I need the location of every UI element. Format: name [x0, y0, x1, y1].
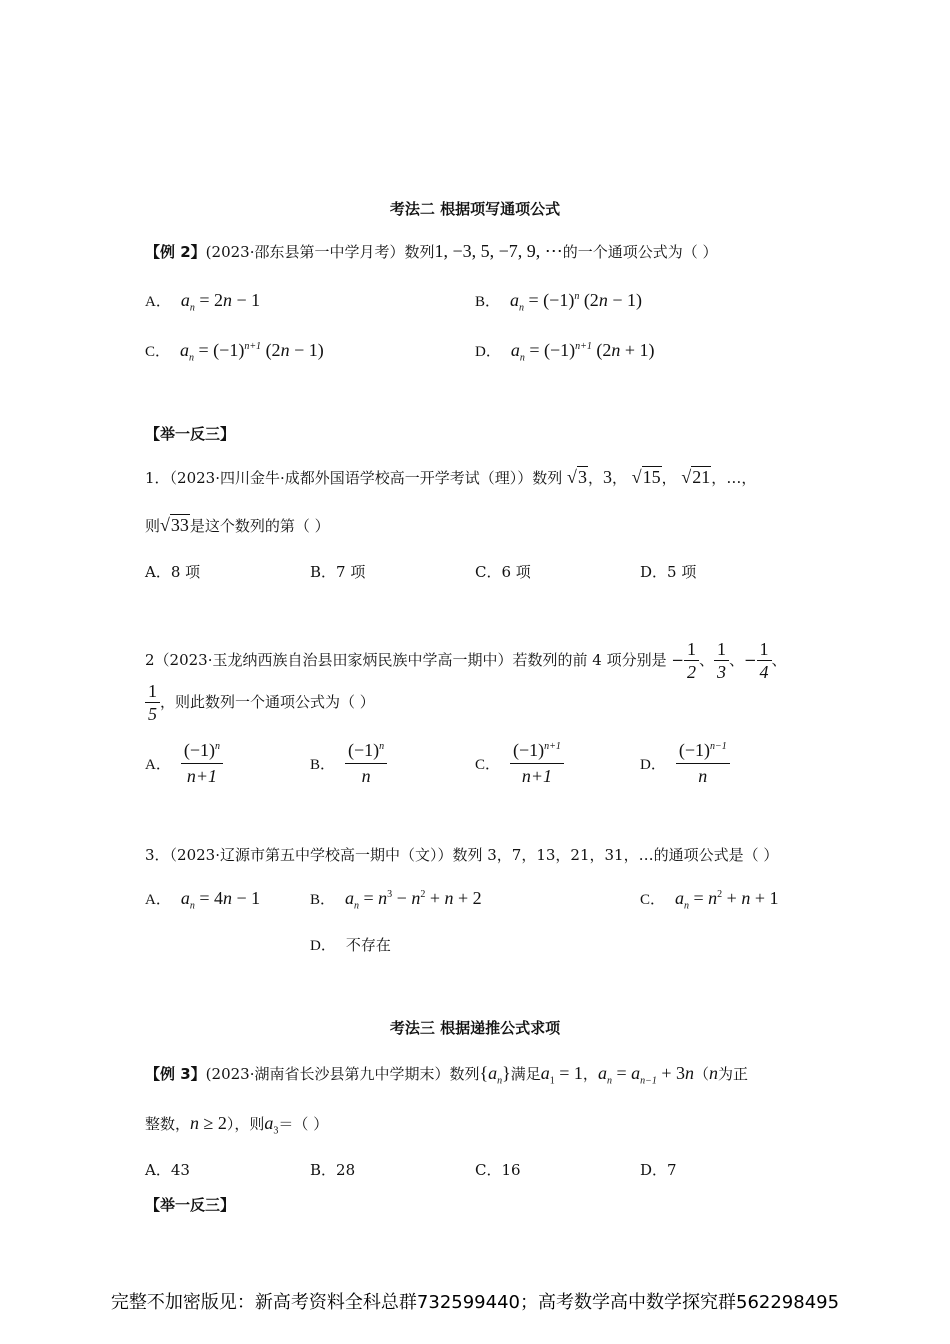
practice-heading-1: 【举一反三】	[145, 425, 236, 443]
q1-radical-33: √33	[160, 515, 189, 535]
question-2-option-b[interactable]: B． $\frac{(-1)^n}{n}$	[310, 740, 387, 787]
question-1-option-c[interactable]: C．6 项	[475, 563, 531, 581]
question-3-stem: 3．（2023·辽源市第五中学校高一期中（文））数列 3，7，13，21，31，…的通项公式是（ ）	[145, 846, 779, 864]
question-2-option-d[interactable]: D． $\frac{(-1)^{n-1}}{n}$	[640, 740, 730, 787]
q2-fraction-4: $\frac{1}{5}$	[145, 682, 160, 723]
footer-banner: 完整不加密版见：新高考资料全科总群732599440；高考数学高中数学探究群562298495	[110, 1292, 840, 1313]
question-1-line-2: 则√33是这个数列的第（ ）	[145, 515, 330, 535]
example-2-option-c[interactable]: C． $a_n = (-1)^{n+1}$ (2n − 1)	[145, 340, 324, 364]
question-3-option-b[interactable]: B． $a_n = n^3 - n^2 + n + 2$	[310, 888, 482, 912]
question-2-option-c[interactable]: C． $\frac{(-1)^{n+1}}{n+1}$	[475, 740, 564, 787]
example-3-option-b[interactable]: B．28	[310, 1161, 356, 1179]
practice-heading-2: 【举一反三】	[145, 1196, 236, 1214]
example-2-option-d[interactable]: D． $a_n = (-1)^{n+1}$ (2n + 1)	[475, 340, 655, 364]
question-1-option-b[interactable]: B．7 项	[310, 563, 366, 581]
question-2-stem: 2（2023·玉龙纳西族自治县田家炳民族中学高一期中）若数列的前 4 项分别是 − $\frac{1}{2}$ 、 $\frac{1}{3}$ 、− $\frac{1}{4}$ 、	[145, 639, 787, 682]
q1-term-1: √3	[567, 467, 587, 487]
q2-fraction-3: $\frac{1}{4}$	[757, 640, 772, 681]
example-3-option-c[interactable]: C．16	[475, 1161, 521, 1179]
question-2-option-a[interactable]: A． $\frac{(-1)^n}{n+1}$	[145, 740, 223, 787]
question-3-option-c[interactable]: C． $a_n = n^2 + n + 1$	[640, 888, 779, 912]
section-title-3: 考法三 根据递推公式求项	[389, 1019, 561, 1037]
example-2-tail: 的一个通项公式为（ ）	[562, 243, 718, 261]
example-2-tag: 【例 2】	[145, 243, 206, 261]
q1-term-4: √21	[681, 467, 711, 487]
q2-fraction-1: $\frac{1}{2}$	[684, 640, 699, 681]
example-3-line-2: 整数，n ≥ 2），则$a_3=$（ ）	[145, 1113, 329, 1137]
question-1-stem: 1．（2023·四川金牛·成都外国语学校高一开学考试（理））数列 √3，3， √15， √21，…，	[145, 467, 757, 487]
q1-term-3: √15	[631, 467, 661, 487]
example-2-stem	[145, 242, 718, 260]
example-2-option-a[interactable]: A． $a_n = 2n - 1$	[145, 290, 261, 314]
example-3-option-d[interactable]: D．7	[640, 1161, 677, 1179]
question-3-option-a[interactable]: A． $a_n = 4n - 1$	[145, 888, 261, 912]
example-3-stem: 【例 3】(2023·湖南省长沙县第九中学期末）数列$\{a_n\}$满足$a_1 = 1$，$a_n = a_{n-1} + 3n(n$为正	[145, 1063, 749, 1087]
q2-fraction-2: $\frac{1}{3}$	[714, 640, 729, 681]
question-1-option-d[interactable]: D．5 项	[640, 563, 697, 581]
example-3-option-a[interactable]: A．43	[145, 1161, 190, 1179]
example-2-source: (2023·邵东县第一中学月考）数列	[205, 243, 435, 261]
example-2-sequence: 1, −3, 5, −7, 9, ⋯	[434, 241, 563, 261]
section-title-2: 考法二 根据项写通项公式	[389, 200, 561, 218]
question-2-line-2: $\frac{1}{5}$ ，则此数列一个通项公式为（ ）	[145, 682, 375, 723]
example-2-option-b[interactable]: B． $a_n = (-1)^n$ (2n − 1)	[475, 290, 642, 314]
question-3-option-d[interactable]: D． 不存在	[310, 936, 391, 954]
question-1-option-a[interactable]: A．8 项	[145, 563, 201, 581]
